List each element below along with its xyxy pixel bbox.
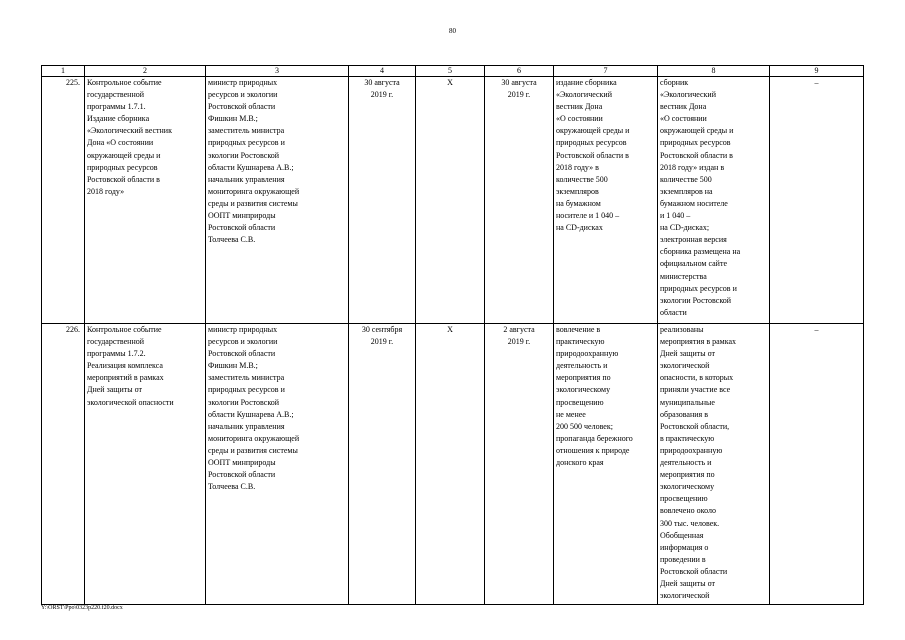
- col9-cell: –: [770, 77, 864, 324]
- row-number: 225.: [42, 77, 85, 324]
- col9-cell: –: [770, 324, 864, 605]
- column-header: 5: [416, 66, 485, 77]
- col5-cell: Х: [416, 77, 485, 324]
- column-header: 9: [770, 66, 864, 77]
- table-row: [42, 77, 864, 324]
- column-header: 8: [658, 66, 770, 77]
- table-row: [42, 324, 864, 605]
- actual-result-cell: реализованы мероприятия в рамках Дней защиты от экологической опасности, в которых приняли участие все муниципальные образования в Ростовской области, в практическую природоохранную деятельность и мероприятия по экологическому просвещению вовлечено около 300 тыс. человек. Обобщенная информация о проведении в Ростовской области Дней защиты от экологической: [658, 324, 770, 605]
- planned-date-cell: 30 сентября 2019 г.: [349, 324, 416, 605]
- planned-date-cell: 30 августа 2019 г.: [349, 77, 416, 324]
- expected-result-cell: вовлечение в практическую природоохранную деятельность и мероприятия по экологическому просвещению не менее 200 500 человек; пропаганда бережного отношения к природе донского края: [554, 324, 658, 605]
- event-cell: Контрольное событие государственной программы 1.7.2. Реализация комплекса мероприятий в рамках Дней защиты от экологической опасности: [85, 324, 206, 605]
- column-header: 7: [554, 66, 658, 77]
- page-number: 80: [449, 27, 456, 35]
- col5-cell: Х: [416, 324, 485, 605]
- column-header: 3: [206, 66, 349, 77]
- column-header: 1: [42, 66, 85, 77]
- responsible-cell: министр природных ресурсов и экологии Ростовской области Фишкин М.В.; заместитель министра природных ресурсов и экологии Ростовской области Кушнарева А.В.; начальник управления мониторинга окружающей среды и развития системы ООПТ минприроды Ростовской области Толчеева С.В.: [206, 324, 349, 605]
- column-header: 4: [349, 66, 416, 77]
- column-header: 2: [85, 66, 206, 77]
- actual-date-cell: 2 августа 2019 г.: [485, 324, 554, 605]
- row-number: 226.: [42, 324, 85, 605]
- column-header: 6: [485, 66, 554, 77]
- actual-date-cell: 30 августа 2019 г.: [485, 77, 554, 324]
- report-table: [41, 65, 864, 605]
- column-number-row: [42, 66, 864, 77]
- expected-result-cell: издание сборника «Экологический вестник Дона «О состоянии окружающей среды и природных ресурсов Ростовской области в 2018 году» в количестве 500 экземпляров на бумажном носителе и 1 040 – на CD-дисках: [554, 77, 658, 324]
- actual-result-cell: сборник «Экологический вестник Дона «О состоянии окружающей среды и природных ресурсов Ростовской области в 2018 году» издан в количестве 500 экземпляров на бумажном носителе и 1 040 – на CD-дисках; электронная версия сборника размещена на официальном сайте министерства природных ресурсов и экологии Ростовской области: [658, 77, 770, 324]
- footer-file-path: Y:\ORST\Ppo\0323p220.f20.docx: [41, 605, 123, 611]
- event-cell: Контрольное событие государственной программы 1.7.1. Издание сборника «Экологический вестник Дона «О состоянии окружающей среды и природных ресурсов Ростовской области в 2018 году»: [85, 77, 206, 324]
- responsible-cell: министр природных ресурсов и экологии Ростовской области Фишкин М.В.; заместитель министра природных ресурсов и экологии Ростовской области Кушнарева А.В.; начальник управления мониторинга окружающей среды и развития системы ООПТ минприроды Ростовской области Толчеева С.В.: [206, 77, 349, 324]
